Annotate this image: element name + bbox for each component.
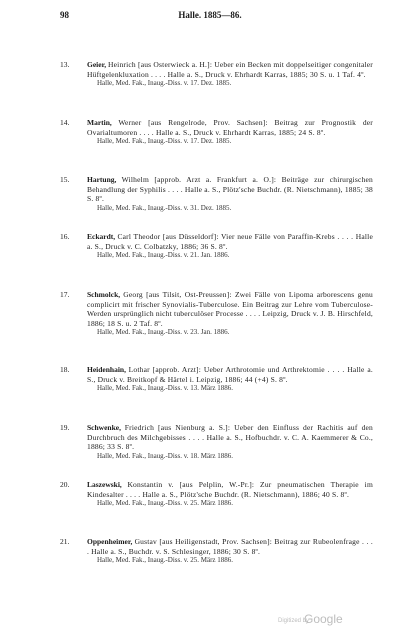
author-name: Laszewski, [87,480,122,489]
entry-number: 17. [60,290,70,299]
entry-body [87,423,373,461]
entry-text: Lothar [approb. Arzt]: Ueber Arthrotomie und Arthrektomie . . . . Halle a. S., Druck v. Breitkopf & Härtel i. Leipzig, 1886; 44 (+4) S. 8º. [87,365,374,384]
author-name: Martin, [87,118,112,127]
watermark-small-text: Digitized by [278,618,310,624]
entry-body [87,175,373,213]
author-name: Heidenhain, [87,365,126,374]
author-name: Schmolck, [87,290,121,299]
entry-text: Konstantin v. [aus Pelplin, W.-Pr.]: Zur pneumatischen Therapie im Kindesalter . . . . Halle a. S., Plötz'sche Buchdr. (R. Nietschmann), 1886; 40 S. 8º. [87,480,373,499]
entry-text: Carl Theodor [aus Düsseldorf]: Vier neue Fälle von Paraffin-Krebs . . . . Halle a. S., Druck v. C. Colbatzky, 1886; 36 S. 8º. [87,232,373,251]
dissertation-note: Halle, Med. Fak., Inaug.-Diss. v. 13. März 1886. [97,384,234,392]
entry-text: Friedrich [aus Nienburg a. S.]: Ueber den Einfluss der Rachitis auf den Durchbruch des Milchgebisses . . . . Halle a. S., Hofbuchdr. v. C. A. Kaemmerer & Co., 1886; 33 S. 8º. [87,423,373,451]
author-name: Geier, [87,60,107,69]
entry-body [87,480,373,509]
entry-number: 15. [60,175,70,184]
dissertation-note: Halle, Med. Fak., Inaug.-Diss. v. 23. Jan. 1886. [97,328,230,336]
author-name: Eckardt, [87,232,116,241]
entry-number: 18. [60,365,70,374]
dissertation-note: Halle, Med. Fak., Inaug.-Diss. v. 31. Dez. 1885. [97,203,232,212]
entry-number: 16. [60,232,70,241]
page-number: 98 [60,10,69,20]
dissertation-note: Halle, Med. Fak., Inaug.-Diss. v. 25. März 1886. [97,556,234,564]
author-name: Hartung, [87,175,117,184]
author-name: Schwenke, [87,423,121,432]
dissertation-note: Halle, Med. Fak., Inaug.-Diss. v. 17. Dez. 1885. [97,137,232,145]
watermark-logo-text: Google [304,612,343,626]
entry-number: 14. [60,118,70,127]
entry-body [87,232,373,261]
entry-text: Heinrich [aus Osterwieck a. H.]: Ueber ein Becken mit doppelseitiger congenitaler Hüftgelenkluxation . . . . Halle a. S., Druck v. Ehrhardt Karras, 1885; 30 S. u. 1 Taf. 4º. [87,60,373,79]
entry-body [87,365,373,394]
entry-text: Wilhelm [approb. Arzt a. Frankfurt a. O.]: Beiträge zur chirurgischen Behandlung der Syphilis . . . . Halle a. S., Plötz'sche Buchdr. (R. Nietschmann), 1885; 38 S. 8º. [87,175,373,203]
entry-body [87,60,373,89]
entry-text: Georg [aus Tilsit, Ost-Preussen]: Zwei Fälle von Lipoma arborescens genu complicirt mit frischer Synovialis-Tuberculose. Ein Beitrag zur Lehre vom Tuberculose-Werden ursprünglich nicht tuberculöser Processe . . . . Leipzig, Druck v. J. B. Hirschfeld, 1886; 18 S. u. 2 Taf. 8º. [87,290,373,328]
running-title: Halle. 1885—86. [178,10,242,20]
entry-number: 21. [60,537,70,546]
entry-body [87,290,373,338]
entry-body [87,118,373,147]
digitized-watermark [278,612,368,630]
dissertation-note: Halle, Med. Fak., Inaug.-Diss. v. 18. März 1886. [97,451,234,460]
entry-text: Werner [aus Rengelrode, Prov. Sachsen]: Beitrag zur Prognostik der Ovarialtumoren . . . . Halle a. S., Druck v. Ehrhardt Karras, 1885; 24 S. 8º. [87,118,374,137]
entry-number: 13. [60,60,70,69]
dissertation-note: Halle, Med. Fak., Inaug.-Diss. v. 21. Jan. 1886. [97,251,230,259]
author-name: Oppenheimer, [87,537,133,546]
dissertation-note: Halle, Med. Fak., Inaug.-Diss. v. 17. Dez. 1885. [97,79,232,87]
entry-number: 19. [60,423,70,432]
entry-number: 20. [60,480,70,489]
entry-body [87,537,373,566]
page-header [60,10,360,24]
entry-text: Gustav [aus Heiligenstadt, Prov. Sachsen]: Beitrag zur Rubeolenfrage . . . . Halle a. S., Buchdr. v. S. Schlesinger, 1886; 30 S. 8º. [87,537,374,556]
dissertation-note: Halle, Med. Fak., Inaug.-Diss. v. 25. März 1886. [97,499,234,507]
